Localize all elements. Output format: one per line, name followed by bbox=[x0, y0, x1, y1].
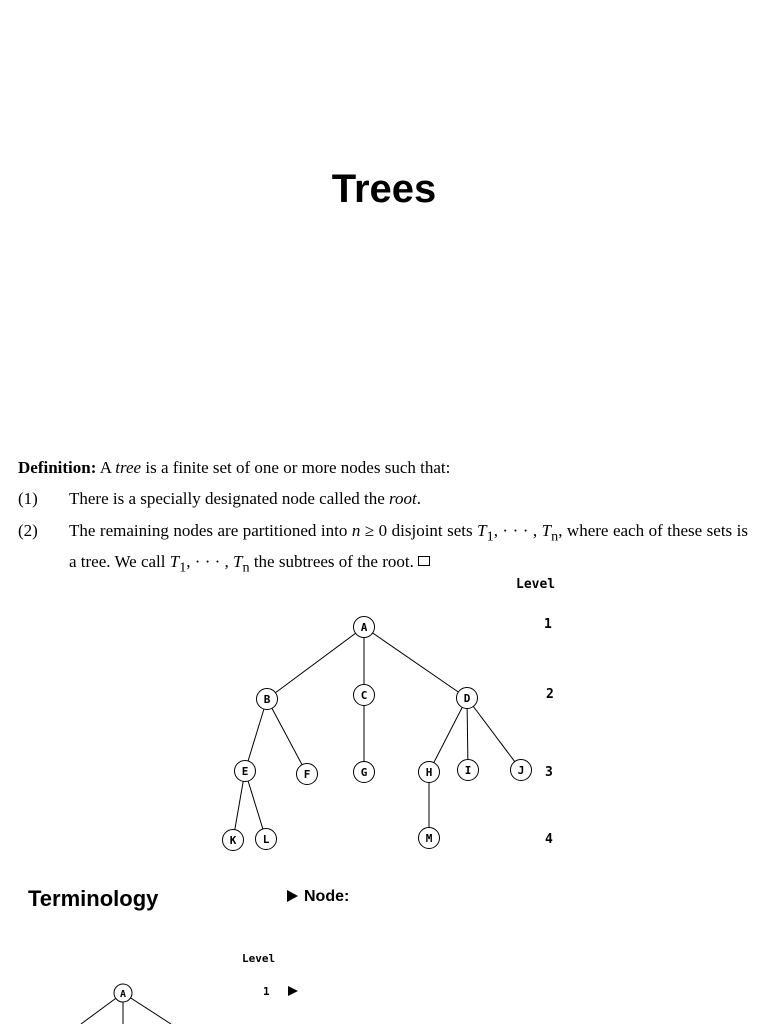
level-number: 1 bbox=[544, 617, 552, 632]
slide-title: Trees bbox=[331, 167, 437, 211]
node-label: H bbox=[425, 766, 433, 779]
tree-node bbox=[458, 760, 479, 781]
edge bbox=[467, 698, 521, 770]
section-heading: Terminology bbox=[28, 886, 159, 911]
level-number: 4 bbox=[545, 832, 553, 847]
math-var: T bbox=[169, 552, 180, 572]
tree-node bbox=[257, 689, 278, 710]
tree-node bbox=[297, 764, 318, 785]
item-text: , · · · , bbox=[186, 552, 234, 572]
node-label: F bbox=[303, 768, 311, 781]
edge bbox=[245, 699, 267, 771]
item-text: the subtrees of the root. bbox=[249, 552, 414, 572]
definition-term: tree bbox=[115, 458, 142, 477]
tree-node bbox=[457, 688, 478, 709]
tree-node bbox=[419, 828, 440, 849]
tree-node bbox=[354, 617, 375, 638]
item-text: , · · · , bbox=[493, 521, 542, 540]
tree-node bbox=[419, 762, 440, 783]
edge bbox=[267, 699, 307, 774]
math-sub: 1 bbox=[486, 528, 494, 545]
item-number: (1) bbox=[18, 489, 38, 508]
level-number: 1 bbox=[263, 985, 270, 998]
bullet-text: Node: bbox=[304, 888, 350, 905]
level-number: 3 bbox=[545, 765, 553, 780]
item-text: There is a specially designated node called the bbox=[69, 489, 390, 508]
node-label: A bbox=[119, 989, 127, 1000]
level-label: Level bbox=[242, 952, 276, 965]
definition-text: is a finite set of one or more nodes such that: bbox=[141, 458, 451, 477]
item-text: , where each of these sets is a tree. We call bbox=[69, 521, 748, 572]
arrow-bullet-icon bbox=[287, 890, 298, 902]
math-sub: 1 bbox=[179, 559, 187, 576]
node-label: J bbox=[517, 764, 525, 777]
math-sub: n bbox=[551, 528, 559, 545]
node-label: D bbox=[463, 692, 471, 705]
edge bbox=[429, 698, 467, 772]
level-number: 2 bbox=[546, 687, 554, 702]
math-sub: n bbox=[242, 559, 250, 576]
node-label: E bbox=[241, 765, 249, 778]
item-number: (2) bbox=[18, 521, 38, 540]
arrow-bullet-icon bbox=[288, 986, 298, 996]
item-text: The remaining nodes are partitioned into bbox=[69, 521, 352, 540]
tree-node bbox=[223, 830, 244, 851]
node-label: K bbox=[229, 834, 237, 847]
math-var: T bbox=[541, 521, 552, 540]
tree-node bbox=[354, 685, 375, 706]
node-label: I bbox=[464, 764, 472, 777]
definition-label: Definition: bbox=[18, 458, 97, 477]
level-label: Level bbox=[516, 577, 556, 592]
node-label: M bbox=[425, 832, 433, 845]
node-label: G bbox=[360, 766, 368, 779]
node-label: B bbox=[263, 693, 271, 706]
tree-node bbox=[114, 984, 132, 1002]
tree-node bbox=[511, 760, 532, 781]
node-label: A bbox=[360, 621, 368, 634]
math-var: T bbox=[477, 521, 487, 540]
tree-node bbox=[354, 762, 375, 783]
math-var: n bbox=[351, 521, 361, 540]
node-label: C bbox=[360, 689, 368, 702]
item-text: ≥ 0 disjoint sets bbox=[360, 521, 478, 540]
tree-edges bbox=[81, 627, 521, 1024]
definition-text: A bbox=[96, 458, 116, 477]
item-term: root bbox=[389, 489, 417, 508]
item-text: . bbox=[416, 489, 422, 508]
edge bbox=[267, 627, 364, 699]
tree-node bbox=[256, 829, 277, 850]
bullet-item bbox=[287, 888, 349, 906]
edge bbox=[364, 627, 467, 698]
tree-node bbox=[235, 761, 256, 782]
node-label: L bbox=[262, 833, 270, 846]
math-var: T bbox=[233, 552, 243, 572]
